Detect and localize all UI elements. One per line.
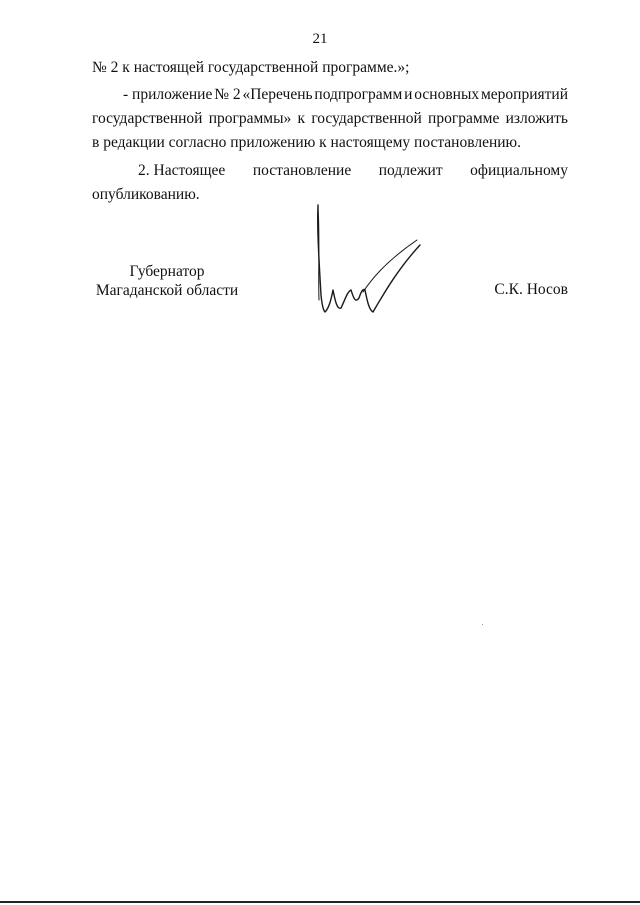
word: постановление [252,162,352,179]
word: и [404,86,413,103]
text-line-5 [138,161,568,181]
word: «Перечень [242,86,313,103]
word: изложить [505,110,568,127]
word: программе [428,110,500,127]
signatory-title-line-2: Магаданской области [95,282,239,299]
signatory-title-line-1: Губернатор [129,263,205,280]
text-line-1: № 2 к настоящей государственной программе.»; [92,59,410,76]
signatory-title [92,262,242,300]
word: 2. Настоящее [138,162,226,179]
text-line-2 [123,85,568,105]
word: государственной [92,110,203,127]
handwritten-signature [305,200,425,325]
word: подлежит [378,162,443,179]
bottom-edge-rule [0,901,640,903]
word: - приложение [123,86,213,103]
word: официальному [470,162,568,179]
word: подпрограмм [314,86,403,103]
word: мероприятий [480,86,568,103]
text-line-3 [92,109,568,129]
word: к [297,110,306,127]
word: государственной [311,110,422,127]
word: программы» [208,110,292,127]
page-number: 21 [312,31,328,47]
text-line-4: в редакции согласно приложению к настоящему постановлению. [92,134,521,151]
text-line-6: опубликованию. [92,186,200,203]
word: № 2 [214,86,241,103]
word: основных [414,86,480,103]
scan-speck [482,624,483,625]
signatory-name: С.К. Носов [494,281,568,298]
